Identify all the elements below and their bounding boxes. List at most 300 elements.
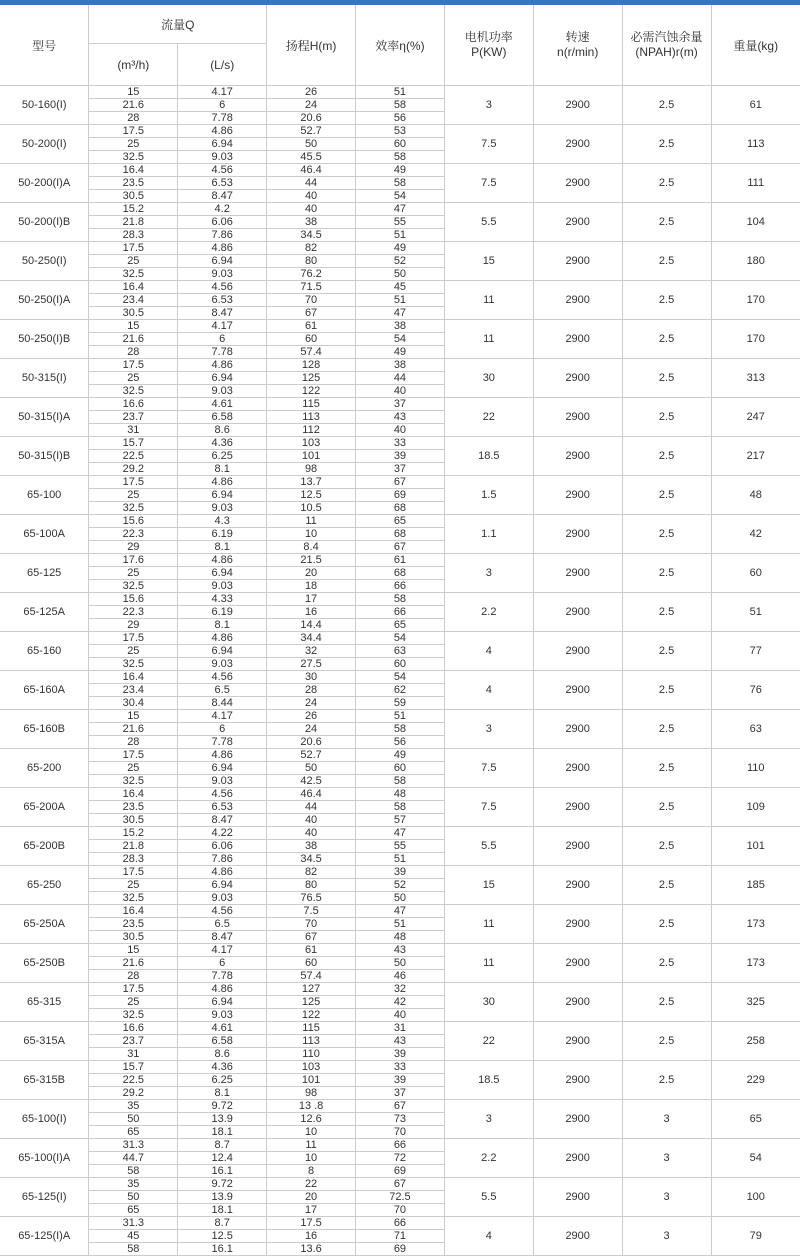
flow-m3h-cell: 32.5 xyxy=(89,658,178,671)
efficiency-cell: 47 xyxy=(356,307,445,320)
efficiency-cell: 49 xyxy=(356,346,445,359)
flow-ls-cell: 8.1 xyxy=(178,619,267,632)
model-cell: 50-250(I)A xyxy=(0,281,89,320)
flow-ls-cell: 6.06 xyxy=(178,216,267,229)
efficiency-cell: 59 xyxy=(356,697,445,710)
flow-ls-cell: 6.19 xyxy=(178,528,267,541)
weight-cell: 65 xyxy=(711,1100,800,1139)
flow-m3h-cell: 32.5 xyxy=(89,385,178,398)
header-power-line2: P(KW) xyxy=(471,45,507,59)
flow-m3h-cell: 50 xyxy=(89,1191,178,1204)
power-cell: 2.2 xyxy=(444,593,533,632)
flow-ls-cell: 6.94 xyxy=(178,567,267,580)
weight-cell: 48 xyxy=(711,476,800,515)
flow-ls-cell: 4.86 xyxy=(178,359,267,372)
head-cell: 20.6 xyxy=(267,736,356,749)
speed-cell: 2900 xyxy=(533,86,622,125)
efficiency-cell: 39 xyxy=(356,1048,445,1061)
flow-ls-cell: 6 xyxy=(178,723,267,736)
power-cell: 15 xyxy=(444,866,533,905)
model-cell: 65-125(I) xyxy=(0,1178,89,1217)
power-cell: 3 xyxy=(444,86,533,125)
flow-ls-cell: 8.1 xyxy=(178,463,267,476)
npsh-cell: 3 xyxy=(622,1217,711,1256)
npsh-cell: 2.5 xyxy=(622,710,711,749)
flow-ls-cell: 12.5 xyxy=(178,1230,267,1243)
table-body xyxy=(0,86,800,1256)
weight-cell: 61 xyxy=(711,86,800,125)
flow-ls-cell: 9.03 xyxy=(178,502,267,515)
model-cell: 65-125A xyxy=(0,593,89,632)
flow-m3h-cell: 21.6 xyxy=(89,333,178,346)
flow-m3h-cell: 16.6 xyxy=(89,398,178,411)
power-cell: 11 xyxy=(444,944,533,983)
flow-ls-cell: 4.56 xyxy=(178,905,267,918)
head-cell: 10.5 xyxy=(267,502,356,515)
model-cell: 65-160A xyxy=(0,671,89,710)
model-cell: 50-250(I)B xyxy=(0,320,89,359)
flow-ls-cell: 4.86 xyxy=(178,983,267,996)
efficiency-cell: 43 xyxy=(356,944,445,957)
npsh-cell: 2.5 xyxy=(622,437,711,476)
head-cell: 13.6 xyxy=(267,1243,356,1256)
head-cell: 128 xyxy=(267,359,356,372)
head-cell: 24 xyxy=(267,99,356,112)
flow-ls-cell: 4.33 xyxy=(178,593,267,606)
head-cell: 115 xyxy=(267,1022,356,1035)
flow-m3h-cell: 15.2 xyxy=(89,827,178,840)
flow-m3h-cell: 25 xyxy=(89,762,178,775)
flow-m3h-cell: 29 xyxy=(89,619,178,632)
weight-cell: 325 xyxy=(711,983,800,1022)
efficiency-cell: 73 xyxy=(356,1113,445,1126)
efficiency-cell: 67 xyxy=(356,541,445,554)
flow-m3h-cell: 25 xyxy=(89,372,178,385)
weight-cell: 313 xyxy=(711,359,800,398)
flow-m3h-cell: 16.6 xyxy=(89,1022,178,1035)
table-header xyxy=(0,5,800,86)
efficiency-cell: 58 xyxy=(356,801,445,814)
flow-m3h-cell: 65 xyxy=(89,1126,178,1139)
flow-ls-cell: 6.94 xyxy=(178,996,267,1009)
head-cell: 24 xyxy=(267,723,356,736)
head-cell: 11 xyxy=(267,1139,356,1152)
power-cell: 4 xyxy=(444,1217,533,1256)
efficiency-cell: 56 xyxy=(356,736,445,749)
table-row xyxy=(0,164,800,177)
head-cell: 71.5 xyxy=(267,281,356,294)
weight-cell: 170 xyxy=(711,281,800,320)
head-cell: 122 xyxy=(267,1009,356,1022)
head-cell: 12.6 xyxy=(267,1113,356,1126)
npsh-cell: 2.5 xyxy=(622,125,711,164)
speed-cell: 2900 xyxy=(533,788,622,827)
weight-cell: 217 xyxy=(711,437,800,476)
table-row xyxy=(0,749,800,762)
head-cell: 122 xyxy=(267,385,356,398)
model-cell: 65-160B xyxy=(0,710,89,749)
flow-ls-cell: 7.86 xyxy=(178,853,267,866)
weight-cell: 247 xyxy=(711,398,800,437)
head-cell: 67 xyxy=(267,931,356,944)
efficiency-cell: 40 xyxy=(356,1009,445,1022)
power-cell: 11 xyxy=(444,905,533,944)
head-cell: 16 xyxy=(267,606,356,619)
head-cell: 57.4 xyxy=(267,970,356,983)
weight-cell: 173 xyxy=(711,944,800,983)
flow-m3h-cell: 31.3 xyxy=(89,1139,178,1152)
flow-m3h-cell: 28 xyxy=(89,736,178,749)
npsh-cell: 3 xyxy=(622,1178,711,1217)
flow-m3h-cell: 25 xyxy=(89,567,178,580)
efficiency-cell: 47 xyxy=(356,827,445,840)
npsh-cell: 2.5 xyxy=(622,749,711,788)
npsh-cell: 2.5 xyxy=(622,905,711,944)
speed-cell: 2900 xyxy=(533,203,622,242)
speed-cell: 2900 xyxy=(533,398,622,437)
efficiency-cell: 45 xyxy=(356,281,445,294)
efficiency-cell: 50 xyxy=(356,268,445,281)
npsh-cell: 2.5 xyxy=(622,554,711,593)
head-cell: 103 xyxy=(267,1061,356,1074)
efficiency-cell: 58 xyxy=(356,775,445,788)
head-cell: 13 .8 xyxy=(267,1100,356,1113)
efficiency-cell: 69 xyxy=(356,1243,445,1256)
head-cell: 7.5 xyxy=(267,905,356,918)
flow-m3h-cell: 16.4 xyxy=(89,164,178,177)
efficiency-cell: 67 xyxy=(356,1100,445,1113)
head-cell: 61 xyxy=(267,944,356,957)
head-cell: 13.7 xyxy=(267,476,356,489)
efficiency-cell: 50 xyxy=(356,957,445,970)
flow-ls-cell: 6.25 xyxy=(178,450,267,463)
speed-cell: 2900 xyxy=(533,320,622,359)
model-cell: 65-125(I)A xyxy=(0,1217,89,1256)
flow-m3h-cell: 23.5 xyxy=(89,801,178,814)
efficiency-cell: 60 xyxy=(356,762,445,775)
table-row xyxy=(0,710,800,723)
speed-cell: 2900 xyxy=(533,983,622,1022)
model-cell: 50-200(I)A xyxy=(0,164,89,203)
head-cell: 46.4 xyxy=(267,788,356,801)
npsh-cell: 2.5 xyxy=(622,203,711,242)
flow-ls-cell: 4.56 xyxy=(178,164,267,177)
efficiency-cell: 67 xyxy=(356,1178,445,1191)
flow-m3h-cell: 17.5 xyxy=(89,632,178,645)
power-cell: 22 xyxy=(444,398,533,437)
efficiency-cell: 70 xyxy=(356,1126,445,1139)
model-cell: 65-315B xyxy=(0,1061,89,1100)
table-row xyxy=(0,827,800,840)
flow-m3h-cell: 32.5 xyxy=(89,775,178,788)
table-row xyxy=(0,320,800,333)
flow-m3h-cell: 58 xyxy=(89,1165,178,1178)
weight-cell: 51 xyxy=(711,593,800,632)
power-cell: 1.5 xyxy=(444,476,533,515)
flow-ls-cell: 9.03 xyxy=(178,268,267,281)
flow-m3h-cell: 17.5 xyxy=(89,749,178,762)
head-cell: 21.5 xyxy=(267,554,356,567)
head-cell: 40 xyxy=(267,190,356,203)
npsh-cell: 2.5 xyxy=(622,476,711,515)
flow-m3h-cell: 32.5 xyxy=(89,151,178,164)
pump-spec-table xyxy=(0,5,800,1256)
flow-m3h-cell: 21.6 xyxy=(89,957,178,970)
flow-m3h-cell: 30.5 xyxy=(89,814,178,827)
head-cell: 80 xyxy=(267,255,356,268)
model-cell: 65-250B xyxy=(0,944,89,983)
speed-cell: 2900 xyxy=(533,1022,622,1061)
model-cell: 65-100(I) xyxy=(0,1100,89,1139)
flow-ls-cell: 8.7 xyxy=(178,1139,267,1152)
head-cell: 60 xyxy=(267,333,356,346)
speed-cell: 2900 xyxy=(533,671,622,710)
flow-m3h-cell: 32.5 xyxy=(89,502,178,515)
flow-m3h-cell: 21.8 xyxy=(89,840,178,853)
head-cell: 40 xyxy=(267,814,356,827)
flow-m3h-cell: 15 xyxy=(89,710,178,723)
head-cell: 11 xyxy=(267,515,356,528)
efficiency-cell: 72 xyxy=(356,1152,445,1165)
model-cell: 65-250A xyxy=(0,905,89,944)
flow-ls-cell: 4.86 xyxy=(178,749,267,762)
flow-ls-cell: 9.72 xyxy=(178,1178,267,1191)
model-cell: 65-100(I)A xyxy=(0,1139,89,1178)
flow-m3h-cell: 25 xyxy=(89,489,178,502)
flow-m3h-cell: 21.6 xyxy=(89,99,178,112)
flow-m3h-cell: 28.3 xyxy=(89,229,178,242)
head-cell: 26 xyxy=(267,710,356,723)
npsh-cell: 2.5 xyxy=(622,242,711,281)
efficiency-cell: 68 xyxy=(356,528,445,541)
power-cell: 1.1 xyxy=(444,515,533,554)
flow-ls-cell: 6.19 xyxy=(178,606,267,619)
power-cell: 18.5 xyxy=(444,437,533,476)
head-cell: 110 xyxy=(267,1048,356,1061)
flow-m3h-cell: 25 xyxy=(89,255,178,268)
flow-m3h-cell: 31 xyxy=(89,424,178,437)
flow-m3h-cell: 17.5 xyxy=(89,983,178,996)
efficiency-cell: 65 xyxy=(356,619,445,632)
head-cell: 30 xyxy=(267,671,356,684)
head-cell: 20 xyxy=(267,1191,356,1204)
flow-ls-cell: 4.22 xyxy=(178,827,267,840)
flow-ls-cell: 4.86 xyxy=(178,125,267,138)
flow-ls-cell: 6.5 xyxy=(178,684,267,697)
head-cell: 113 xyxy=(267,1035,356,1048)
head-cell: 44 xyxy=(267,177,356,190)
header-speed xyxy=(533,5,622,86)
efficiency-cell: 37 xyxy=(356,1087,445,1100)
head-cell: 10 xyxy=(267,528,356,541)
table-row xyxy=(0,593,800,606)
power-cell: 5.5 xyxy=(444,203,533,242)
head-cell: 125 xyxy=(267,372,356,385)
power-cell: 30 xyxy=(444,359,533,398)
efficiency-cell: 46 xyxy=(356,970,445,983)
weight-cell: 111 xyxy=(711,164,800,203)
efficiency-cell: 68 xyxy=(356,502,445,515)
model-cell: 50-315(I) xyxy=(0,359,89,398)
head-cell: 76.5 xyxy=(267,892,356,905)
speed-cell: 2900 xyxy=(533,632,622,671)
flow-ls-cell: 6.53 xyxy=(178,801,267,814)
power-cell: 30 xyxy=(444,983,533,1022)
flow-m3h-cell: 23.5 xyxy=(89,918,178,931)
efficiency-cell: 63 xyxy=(356,645,445,658)
flow-ls-cell: 8.1 xyxy=(178,1087,267,1100)
efficiency-cell: 40 xyxy=(356,424,445,437)
head-cell: 38 xyxy=(267,216,356,229)
header-model: 型号 xyxy=(0,5,89,86)
efficiency-cell: 60 xyxy=(356,658,445,671)
table-row xyxy=(0,1178,800,1191)
head-cell: 82 xyxy=(267,242,356,255)
flow-m3h-cell: 32.5 xyxy=(89,268,178,281)
efficiency-cell: 48 xyxy=(356,788,445,801)
flow-ls-cell: 9.03 xyxy=(178,1009,267,1022)
efficiency-cell: 44 xyxy=(356,372,445,385)
head-cell: 34.5 xyxy=(267,853,356,866)
efficiency-cell: 51 xyxy=(356,86,445,99)
speed-cell: 2900 xyxy=(533,827,622,866)
head-cell: 10 xyxy=(267,1126,356,1139)
head-cell: 8 xyxy=(267,1165,356,1178)
flow-ls-cell: 6 xyxy=(178,333,267,346)
speed-cell: 2900 xyxy=(533,554,622,593)
table-row xyxy=(0,1217,800,1230)
head-cell: 98 xyxy=(267,1087,356,1100)
efficiency-cell: 55 xyxy=(356,840,445,853)
weight-cell: 113 xyxy=(711,125,800,164)
speed-cell: 2900 xyxy=(533,1178,622,1217)
npsh-cell: 2.5 xyxy=(622,866,711,905)
flow-ls-cell: 8.47 xyxy=(178,190,267,203)
efficiency-cell: 42 xyxy=(356,996,445,1009)
speed-cell: 2900 xyxy=(533,593,622,632)
flow-m3h-cell: 29.2 xyxy=(89,1087,178,1100)
flow-ls-cell: 4.86 xyxy=(178,632,267,645)
model-cell: 65-100 xyxy=(0,476,89,515)
npsh-cell: 2.5 xyxy=(622,320,711,359)
flow-m3h-cell: 23.4 xyxy=(89,684,178,697)
head-cell: 112 xyxy=(267,424,356,437)
flow-m3h-cell: 15 xyxy=(89,320,178,333)
flow-ls-cell: 16.1 xyxy=(178,1243,267,1256)
flow-ls-cell: 8.47 xyxy=(178,307,267,320)
table-row xyxy=(0,1022,800,1035)
head-cell: 16 xyxy=(267,1230,356,1243)
flow-ls-cell: 6.94 xyxy=(178,138,267,151)
head-cell: 34.5 xyxy=(267,229,356,242)
weight-cell: 100 xyxy=(711,1178,800,1217)
npsh-cell: 2.5 xyxy=(622,515,711,554)
efficiency-cell: 51 xyxy=(356,229,445,242)
power-cell: 3 xyxy=(444,554,533,593)
flow-ls-cell: 7.78 xyxy=(178,112,267,125)
flow-ls-cell: 4.3 xyxy=(178,515,267,528)
efficiency-cell: 51 xyxy=(356,918,445,931)
table-row xyxy=(0,242,800,255)
efficiency-cell: 54 xyxy=(356,632,445,645)
flow-ls-cell: 9.03 xyxy=(178,385,267,398)
efficiency-cell: 48 xyxy=(356,931,445,944)
table-row xyxy=(0,788,800,801)
flow-ls-cell: 4.86 xyxy=(178,242,267,255)
head-cell: 17.5 xyxy=(267,1217,356,1230)
flow-m3h-cell: 29.2 xyxy=(89,463,178,476)
efficiency-cell: 60 xyxy=(356,138,445,151)
flow-m3h-cell: 30.5 xyxy=(89,190,178,203)
table-row xyxy=(0,86,800,99)
flow-m3h-cell: 32.5 xyxy=(89,892,178,905)
table-row xyxy=(0,437,800,450)
efficiency-cell: 69 xyxy=(356,1165,445,1178)
power-cell: 7.5 xyxy=(444,788,533,827)
flow-m3h-cell: 25 xyxy=(89,996,178,1009)
flow-ls-cell: 6.94 xyxy=(178,879,267,892)
head-cell: 57.4 xyxy=(267,346,356,359)
head-cell: 70 xyxy=(267,294,356,307)
flow-ls-cell: 8.6 xyxy=(178,1048,267,1061)
efficiency-cell: 58 xyxy=(356,177,445,190)
table-row xyxy=(0,203,800,216)
table-row xyxy=(0,944,800,957)
efficiency-cell: 65 xyxy=(356,515,445,528)
table-row xyxy=(0,554,800,567)
flow-m3h-cell: 30.4 xyxy=(89,697,178,710)
flow-ls-cell: 4.86 xyxy=(178,554,267,567)
efficiency-cell: 49 xyxy=(356,164,445,177)
flow-ls-cell: 6.53 xyxy=(178,177,267,190)
model-cell: 50-200(I)B xyxy=(0,203,89,242)
flow-m3h-cell: 29 xyxy=(89,541,178,554)
flow-m3h-cell: 28 xyxy=(89,112,178,125)
flow-ls-cell: 9.03 xyxy=(178,892,267,905)
flow-m3h-cell: 21.8 xyxy=(89,216,178,229)
speed-cell: 2900 xyxy=(533,281,622,320)
power-cell: 7.5 xyxy=(444,164,533,203)
table-row xyxy=(0,671,800,684)
flow-ls-cell: 6.94 xyxy=(178,762,267,775)
flow-ls-cell: 8.47 xyxy=(178,814,267,827)
efficiency-cell: 70 xyxy=(356,1204,445,1217)
header-head: 扬程H(m) xyxy=(267,5,356,86)
table-row xyxy=(0,905,800,918)
flow-m3h-cell: 50 xyxy=(89,1113,178,1126)
flow-ls-cell: 4.61 xyxy=(178,398,267,411)
efficiency-cell: 40 xyxy=(356,385,445,398)
power-cell: 11 xyxy=(444,320,533,359)
flow-ls-cell: 8.7 xyxy=(178,1217,267,1230)
header-flow-m3h: (m³/h) xyxy=(89,44,178,86)
model-cell: 65-315A xyxy=(0,1022,89,1061)
speed-cell: 2900 xyxy=(533,515,622,554)
table-row xyxy=(0,866,800,879)
efficiency-cell: 37 xyxy=(356,398,445,411)
speed-cell: 2900 xyxy=(533,1217,622,1256)
efficiency-cell: 54 xyxy=(356,671,445,684)
head-cell: 8.4 xyxy=(267,541,356,554)
flow-ls-cell: 9.03 xyxy=(178,658,267,671)
flow-m3h-cell: 17.6 xyxy=(89,554,178,567)
header-speed-line1: 转速 xyxy=(565,30,590,44)
speed-cell: 2900 xyxy=(533,944,622,983)
table-row xyxy=(0,1139,800,1152)
flow-m3h-cell: 22.3 xyxy=(89,606,178,619)
efficiency-cell: 43 xyxy=(356,1035,445,1048)
header-flow-ls: (L/s) xyxy=(178,44,267,86)
